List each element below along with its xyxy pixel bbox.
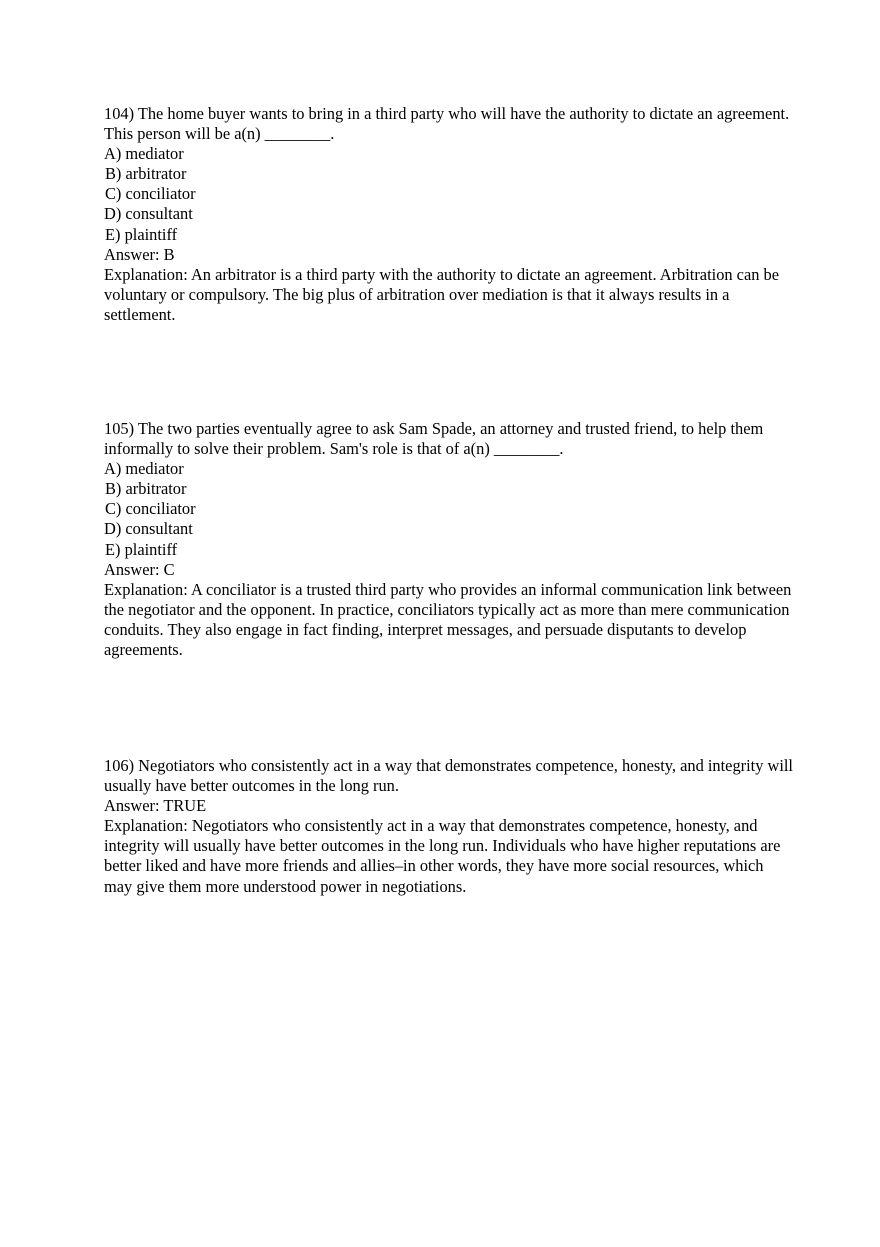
question-stem: 105) The two parties eventually agree to ask Sam Spade, an attorney and trusted friend, to help them informally to solve their problem. Sam's role is that of a(n) ________. <box>104 419 764 459</box>
option-a: A) mediator <box>104 144 184 164</box>
option-d: D) consultant <box>104 204 193 224</box>
answer: Answer: C <box>104 559 175 579</box>
option-c: C) conciliator <box>105 499 196 519</box>
explanation: Explanation: Negotiators who consistently act in a way that demonstrates competence, honesty, and integrity will usually have better outcomes in the long run. Individuals who have higher reputations are better liked and have more friends and allies–in other words, they have more social resources, which may give them more understood power in negotiations. <box>104 816 781 896</box>
question-105 <box>104 419 794 660</box>
option-a: A) mediator <box>104 459 184 479</box>
option-e: E) plaintiff <box>105 539 178 559</box>
explanation: Explanation: A conciliator is a trusted third party who provides an informal communication link between the negotiator and the opponent. In practice, conciliators typically act as more than mere communication conduits. They also engage in fact finding, interpret messages, and persuade disputants to develop agreements. <box>104 579 792 660</box>
question-106 <box>104 756 794 897</box>
answer: Answer: B <box>104 244 175 264</box>
option-d: D) consultant <box>104 519 193 539</box>
question-stem: 104) The home buyer wants to bring in a third party who will have the authority to dictate an agreement. This person will be a(n) ________. <box>104 104 790 144</box>
option-e: E) plaintiff <box>105 224 178 244</box>
question-104 <box>104 104 794 325</box>
answer: Answer: TRUE <box>104 796 207 816</box>
question-stem: 106) Negotiators who consistently act in a way that demonstrates competence, honesty, and integrity will usually have better outcomes in the long run. <box>104 756 793 796</box>
option-b: B) arbitrator <box>105 479 187 499</box>
option-c: C) conciliator <box>105 184 196 204</box>
explanation: Explanation: An arbitrator is a third party with the authority to dictate an agreement. Arbitration can be voluntary or compulsory. The big plus of arbitration over mediation is that it always results in a settlement. <box>104 264 779 324</box>
option-b: B) arbitrator <box>105 164 187 184</box>
